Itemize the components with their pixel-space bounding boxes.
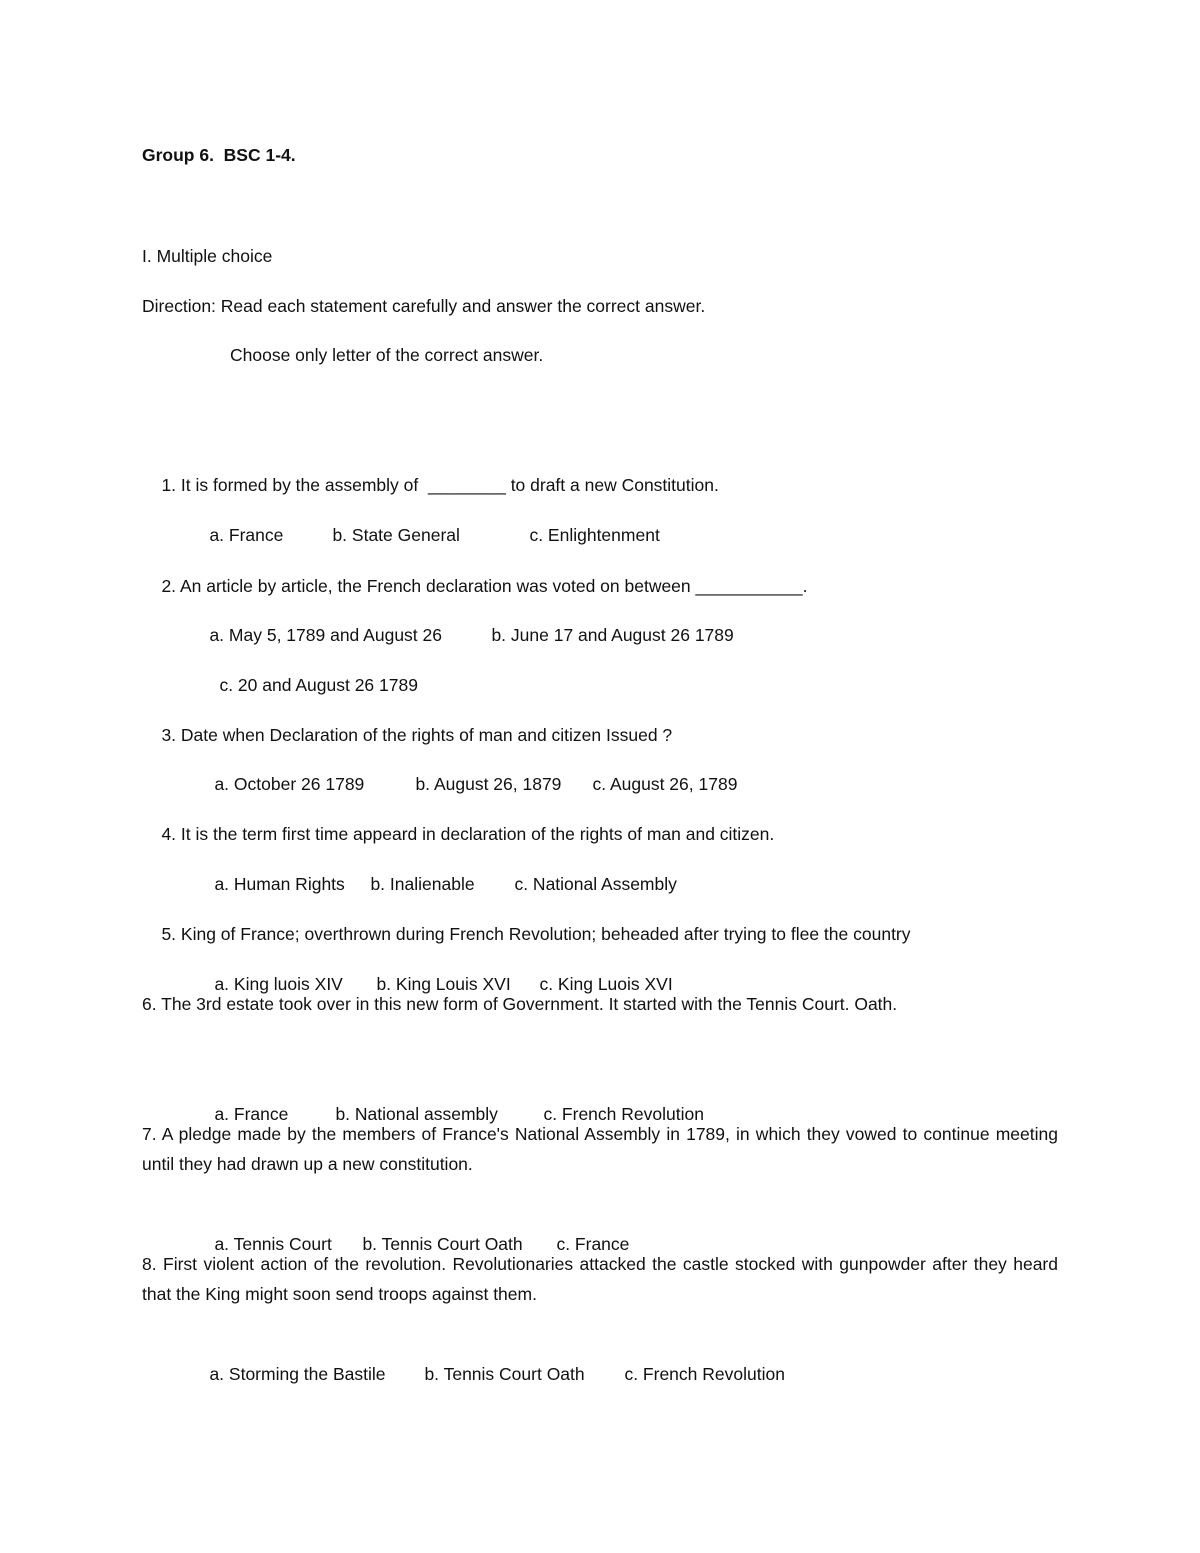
option-b: b. August 26, 1879 [415, 774, 562, 794]
question-text: It is the term first time appeard in declaration of the rights of man and citizen. [180, 824, 775, 844]
option-b: b. State General [332, 525, 460, 545]
option-a: a. Tennis Court [214, 1234, 332, 1254]
option-c: c. August 26, 1789 [592, 774, 738, 794]
option-c: c. 20 and August 26 1789 [219, 675, 418, 695]
question-number: 1. [161, 475, 181, 495]
group-heading: Group 6. BSC 1-4. [142, 145, 296, 165]
options-q8 [190, 1329, 785, 1419]
option-b: b. Tennis Court Oath [424, 1364, 585, 1384]
option-c: c. French Revolution [624, 1364, 785, 1384]
direction-line: Direction: Read each statement carefully and answer the correct answer. [142, 296, 706, 316]
option-a: a. October 26 1789 [214, 774, 365, 794]
question-number: 4. [161, 824, 181, 844]
option-b: b. Tennis Court Oath [362, 1234, 523, 1254]
question-text: It is formed by the assembly of ________ to draft a new Constitution. [180, 475, 719, 495]
question-number: 2. [161, 576, 180, 596]
option-c: c. French Revolution [543, 1104, 704, 1124]
option-a: a. Storming the Bastile [209, 1364, 386, 1384]
question-number: 6. [142, 994, 162, 1014]
option-c: c. King Luois XVI [539, 974, 673, 994]
question-number: 8. [142, 1254, 164, 1274]
option-a: a. May 5, 1789 and August 26 [209, 625, 442, 645]
question-6 [142, 989, 1058, 1019]
option-c: c. France [556, 1234, 630, 1254]
option-c: c. Enlightenment [529, 525, 660, 545]
question-7 [142, 1119, 1058, 1179]
question-text: King of France; overthrown during French Revolution; beheaded after trying to flee the country [180, 924, 911, 944]
question-text: The 3rd estate took over in this new form of Government. It started with the Tennis Court. Oath. [161, 994, 898, 1014]
question-text: Date when Declaration of the rights of man and citizen Issued ? [180, 725, 673, 745]
option-c: c. National Assembly [514, 874, 677, 894]
question-text: An article by article, the French declaration was voted on between ___________. [179, 576, 808, 596]
question-8 [142, 1249, 1058, 1309]
option-a: a. France [209, 525, 284, 545]
option-b: b. National assembly [335, 1104, 498, 1124]
question-number: 7. [142, 1124, 162, 1144]
question-text: A pledge made by the members of France's National Assembly in 1789, in which they vowed to continue meeting until they had drawn up a new constitution. [142, 1124, 1058, 1174]
section-title: I. Multiple choice [142, 246, 273, 266]
question-number: 5. [161, 924, 181, 944]
option-a: a. Human Rights [214, 874, 345, 894]
option-b: b. Inalienable [370, 874, 475, 894]
option-a: a. France [214, 1104, 289, 1124]
option-b: b. King Louis XVI [376, 974, 511, 994]
direction-line-2: Choose only letter of the correct answer. [230, 345, 544, 365]
question-number: 3. [161, 725, 181, 745]
option-a: a. King luois XIV [214, 974, 343, 994]
option-b: b. June 17 and August 26 1789 [491, 625, 734, 645]
question-text: First violent action of the revolution. Revolutionaries attacked the castle stocked with gunpowder after they heard that the King might soon send troops against them. [142, 1254, 1058, 1304]
